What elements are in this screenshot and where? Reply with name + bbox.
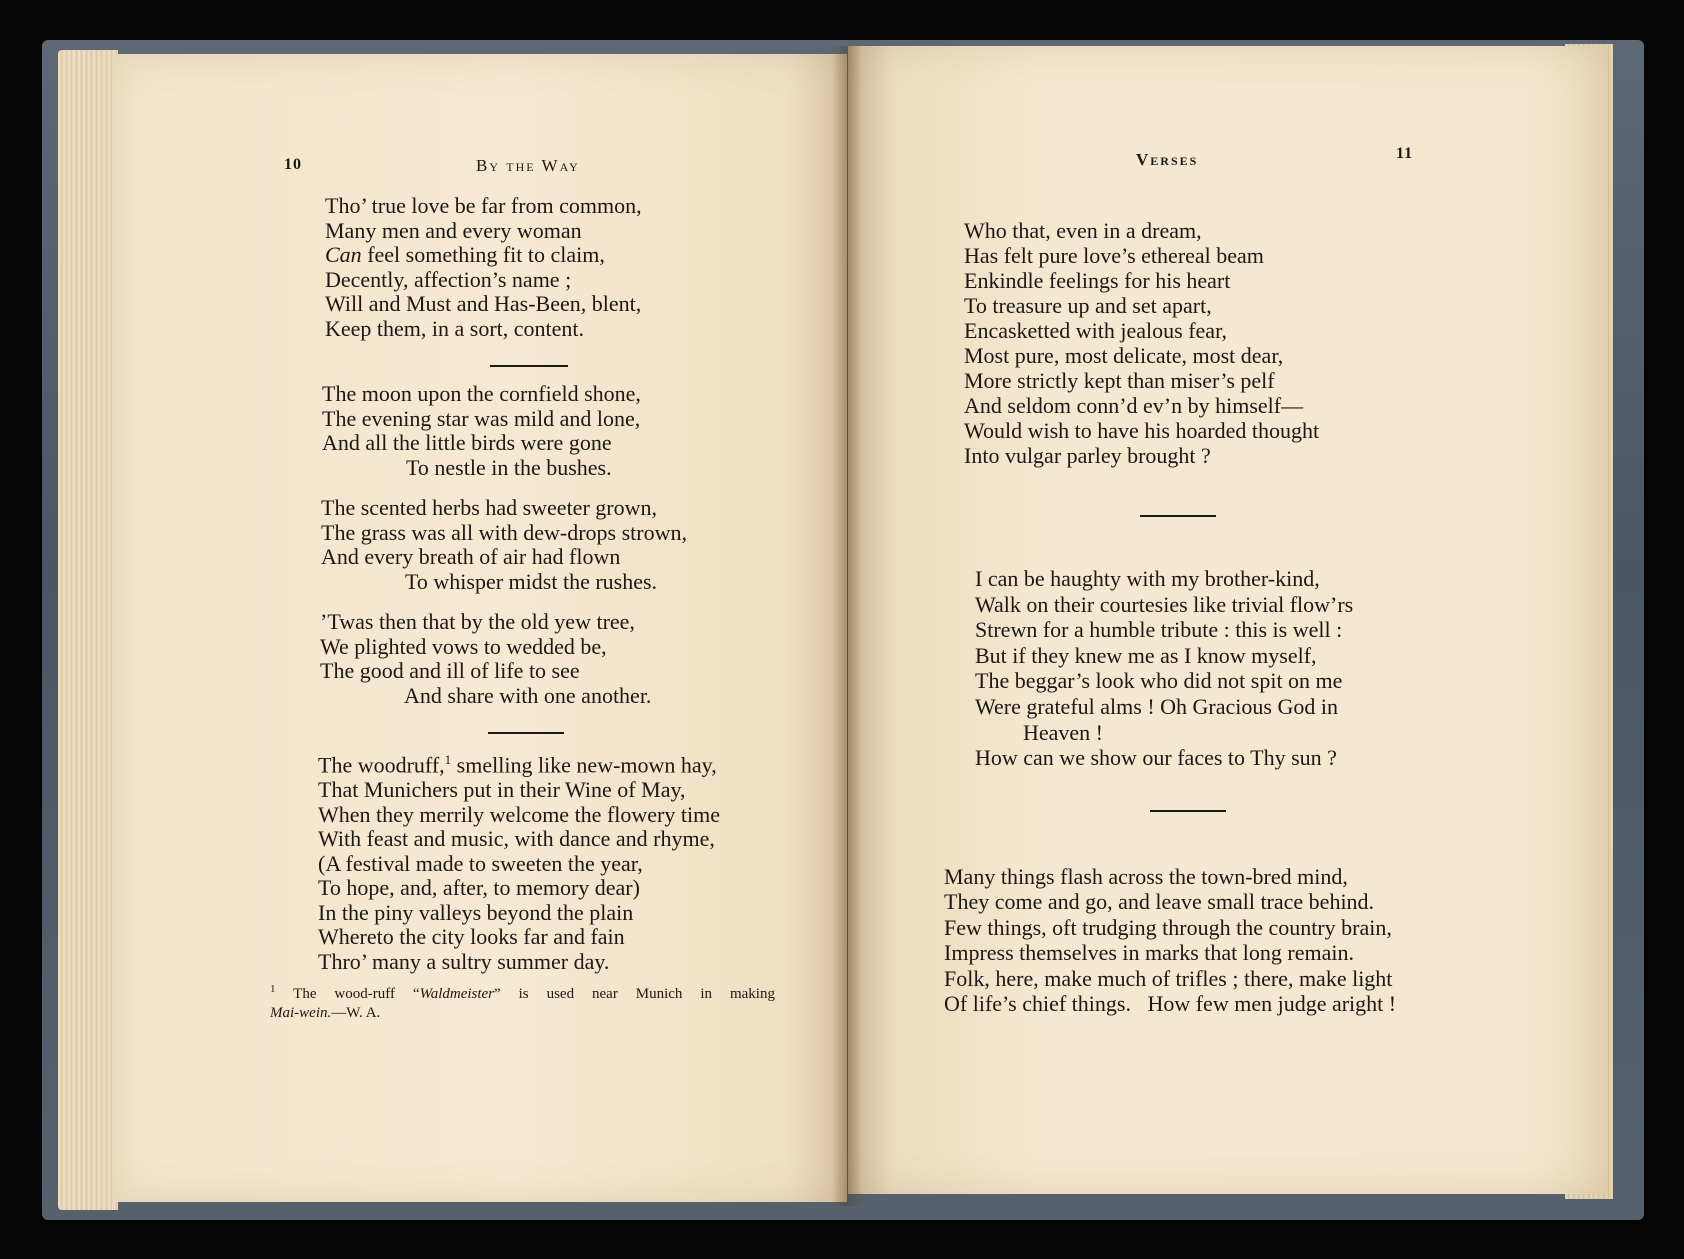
verse-line: But if they knew me as I know myself, <box>975 642 1317 668</box>
verse-line: Keep them, in a sort, content. <box>325 315 585 341</box>
verse-line: To treasure up and set apart, <box>964 293 1212 318</box>
stanza-right-2 <box>975 566 1353 771</box>
page-number-left: 10 <box>284 156 302 173</box>
verse-line-rest: feel something fit to claim, <box>361 242 605 268</box>
verse-line: Most pure, most delicate, most dear, <box>964 343 1284 368</box>
stanza-right-1 <box>964 218 1319 468</box>
stanza-right-3 <box>944 864 1396 1016</box>
footnote <box>270 980 775 1023</box>
verse-line: I can be haughty with my brother-kind, <box>975 566 1320 591</box>
verse-line: The moon upon the cornfield shone, <box>322 381 641 406</box>
running-head-right: Verses <box>1136 150 1199 169</box>
verse-line-indented: To nestle in the bushes. <box>406 454 612 480</box>
verse-line-indented: And share with one another. <box>404 682 652 708</box>
verse-line: How can we show our faces to Thy sun ? <box>975 745 1337 771</box>
verse-line: Whereto the city looks far and fain <box>318 924 625 950</box>
verse-line: And every breath of air had flown <box>321 544 621 570</box>
verse-line <box>325 243 642 268</box>
verse-line <box>318 748 720 778</box>
verse-line: And all the little birds were gone <box>322 430 612 456</box>
verse-line: Thro’ many a sultry summer day. <box>318 949 610 975</box>
verse-line: They come and go, and leave small trace behind. <box>944 889 1375 915</box>
verse-text: The woodruff, <box>318 752 445 778</box>
verse-line: And seldom conn’d ev’n by himself— <box>964 393 1304 418</box>
verse-line: Of life’s chief things. How few men judge aright ! <box>944 991 1397 1017</box>
verse-line: Many things flash across the town-bred mind, <box>944 864 1348 889</box>
section-rule <box>488 732 564 734</box>
footnote-italic: Mai-wein. <box>270 1005 332 1021</box>
verse-line: (A festival made to sweeten the year, <box>318 850 643 876</box>
verse-line: The evening star was mild and lone, <box>322 405 641 431</box>
verse-line: More strictly kept than miser’s pelf <box>964 368 1275 393</box>
stanza-left-5 <box>318 748 720 975</box>
verse-line: Walk on their courtesies like trivial flow’rs <box>975 591 1354 617</box>
book-gutter <box>832 46 862 1206</box>
verse-line-indented: To whisper midst the rushes. <box>405 568 658 594</box>
verse-line: The grass was all with dew-drops strown, <box>321 519 687 545</box>
verse-line: That Munichers put in their Wine of May, <box>318 776 686 802</box>
verse-line: The scented herbs had sweeter grown, <box>321 495 657 520</box>
footnote-text: —W. A. <box>331 1005 381 1021</box>
footnote-line-1 <box>270 980 775 1004</box>
verse-line: Enkindle feelings for his heart <box>964 268 1231 293</box>
verse-line: Many men and every woman <box>325 217 582 243</box>
stanza-left-3 <box>321 496 687 594</box>
page-edges-left <box>58 50 118 1210</box>
verse-line: Decently, affection’s name ; <box>325 266 572 292</box>
verse-line: To hope, and, after, to memory dear) <box>318 875 640 901</box>
verse-line: The good and ill of life to see <box>320 658 580 684</box>
footnote-number: 1 <box>270 983 276 995</box>
verse-line: Would wish to have his hoarded thought <box>964 418 1320 443</box>
verse-line: Strewn for a humble tribute : this is well : <box>975 617 1343 643</box>
running-head-left: By the Way <box>476 156 580 175</box>
stanza-left-4 <box>320 610 651 708</box>
verse-line: ’Twas then that by the old yew tree, <box>320 609 635 634</box>
footnote-marker: 1 <box>444 752 452 767</box>
verse-line: Into vulgar parley brought ? <box>964 443 1211 468</box>
verse-line: With feast and music, with dance and rhyme, <box>318 826 715 852</box>
section-rule <box>1140 515 1216 517</box>
page-number-right: 11 <box>1396 145 1414 162</box>
verse-line: Were grateful alms ! Oh Gracious God in <box>975 693 1338 719</box>
verse-line: Few things, oft trudging through the country brain, <box>944 914 1392 940</box>
verse-text: smelling like new-mown hay, <box>451 752 717 778</box>
verse-line: Impress themselves in marks that long remain. <box>944 940 1354 966</box>
footnote-line-2 <box>270 1004 775 1023</box>
verse-line: We plighted vows to wedded be, <box>320 633 607 659</box>
verse-line: Will and Must and Has-Been, blent, <box>325 291 642 317</box>
verse-line: When they merrily welcome the flowery time <box>318 801 720 827</box>
section-rule <box>1150 810 1226 812</box>
footnote-text: ” is used near Munich in making <box>494 986 775 1002</box>
verse-line: Folk, here, make much of trifles ; there, make light <box>944 965 1393 991</box>
verse-line: In the piny valleys beyond the plain <box>318 899 634 925</box>
verse-line: Who that, even in a dream, <box>964 218 1202 243</box>
verse-line: Encasketted with jealous fear, <box>964 318 1228 343</box>
verse-line: The beggar’s look who did not spit on me <box>975 668 1343 694</box>
verse-line: Tho’ true love be far from common, <box>325 193 642 218</box>
verse-line: Has felt pure love’s ethereal beam <box>964 243 1264 268</box>
footnote-italic: Waldmeister <box>419 986 495 1002</box>
italic-word: Can <box>325 242 362 268</box>
stanza-left-1 <box>325 194 642 342</box>
section-rule <box>490 365 568 367</box>
stanza-left-2 <box>322 382 641 480</box>
footnote-text: The wood-ruff “ <box>293 986 420 1002</box>
verse-line-continued: Heaven ! <box>1023 719 1104 745</box>
